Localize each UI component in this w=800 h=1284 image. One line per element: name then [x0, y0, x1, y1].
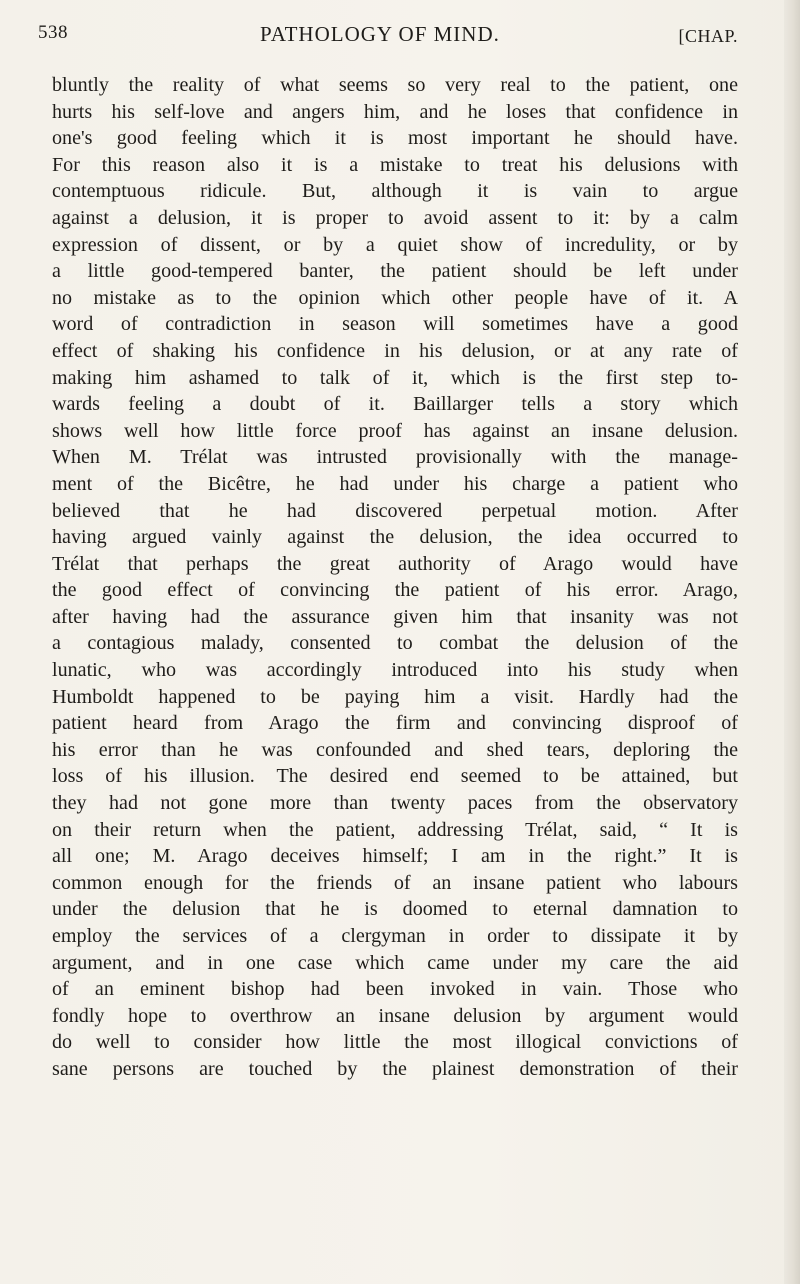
- text-line: all one; M. Arago deceives himself; I am in the right.” It is: [52, 845, 738, 868]
- running-title: PATHOLOGY OF MIND.: [260, 22, 500, 46]
- text-line: one's good feeling which it is most important he should have.: [52, 127, 738, 150]
- text-line: word of contradiction in season will sometimes have a good: [52, 313, 738, 336]
- text-line: hurts his self-love and angers him, and he loses that confidence in: [52, 100, 738, 123]
- text-line: loss of his illusion. The desired end seemed to be attained, but: [52, 765, 738, 788]
- text-line: a contagious malady, consented to combat the delusion of the: [52, 632, 738, 655]
- text-line: employ the services of a clergyman in order to dissipate it by: [52, 925, 738, 947]
- text-line: on their return when the patient, addressing Trélat, said, “ It is: [52, 818, 738, 841]
- text-line: contemptuous ridicule. But, although it is vain to argue: [52, 180, 738, 203]
- text-line: they had not gone more than twenty paces from the observatory: [52, 792, 738, 815]
- page-edge-shadow: [784, 0, 800, 1284]
- text-line: bluntly the reality of what seems so very real to the patient, one: [52, 74, 738, 96]
- running-head: [38, 22, 738, 52]
- text-line: making him ashamed to talk of it, which is the first step to-: [52, 366, 738, 389]
- text-line: shows well how little force proof has against an insane delusion.: [52, 419, 738, 442]
- text-line: expression of dissent, or by a quiet show of incredulity, or by: [52, 233, 738, 256]
- chapter-label: [CHAP.: [678, 26, 738, 46]
- text-line: patient heard from Arago the firm and convincing disproof of: [52, 712, 738, 735]
- text-line: no mistake as to the opinion which other people have of it. A: [52, 286, 738, 309]
- text-line: the good effect of convincing the patient of his error. Arago,: [52, 579, 738, 602]
- text-line: For this reason also it is a mistake to treat his delusions with: [52, 153, 738, 176]
- text-line: common enough for the friends of an insane patient who labours: [52, 871, 738, 894]
- text-line: lunatic, who was accordingly introduced into his study when: [52, 659, 738, 682]
- text-line: against a delusion, it is proper to avoid assent to it: by a calm: [52, 206, 738, 229]
- text-line: When M. Trélat was intrusted provisionally with the manage-: [52, 446, 738, 469]
- body-text: [52, 72, 738, 1083]
- text-line: a little good-tempered banter, the patient should be left under: [52, 260, 738, 283]
- text-line: do well to consider how little the most illogical convictions of: [52, 1031, 738, 1054]
- text-line: having argued vainly against the delusion, the idea occurred to: [52, 526, 738, 549]
- text-line: ment of the Bicêtre, he had under his charge a patient who: [52, 472, 738, 495]
- text-line: Trélat that perhaps the great authority of Arago would have: [52, 552, 738, 575]
- text-line: sane persons are touched by the plainest demonstration of their: [52, 1057, 738, 1080]
- text-line: argument, and in one case which came under my care the aid: [52, 951, 738, 974]
- text-line: after having had the assurance given him that insanity was not: [52, 605, 738, 628]
- text-line: Humboldt happened to be paying him a visit. Hardly had the: [52, 685, 738, 708]
- text-line: of an eminent bishop had been invoked in vain. Those who: [52, 978, 738, 1001]
- text-line: under the delusion that he is doomed to eternal damnation to: [52, 898, 738, 921]
- page-number: 538: [38, 22, 68, 43]
- text-line: fondly hope to overthrow an insane delusion by argument would: [52, 1004, 738, 1027]
- text-line: effect of shaking his confidence in his delusion, or at any rate of: [52, 339, 738, 362]
- text-line: believed that he had discovered perpetual motion. After: [52, 499, 738, 522]
- text-line: his error than he was confounded and shed tears, deploring the: [52, 738, 738, 761]
- text-line: wards feeling a doubt of it. Baillarger tells a story which: [52, 393, 738, 416]
